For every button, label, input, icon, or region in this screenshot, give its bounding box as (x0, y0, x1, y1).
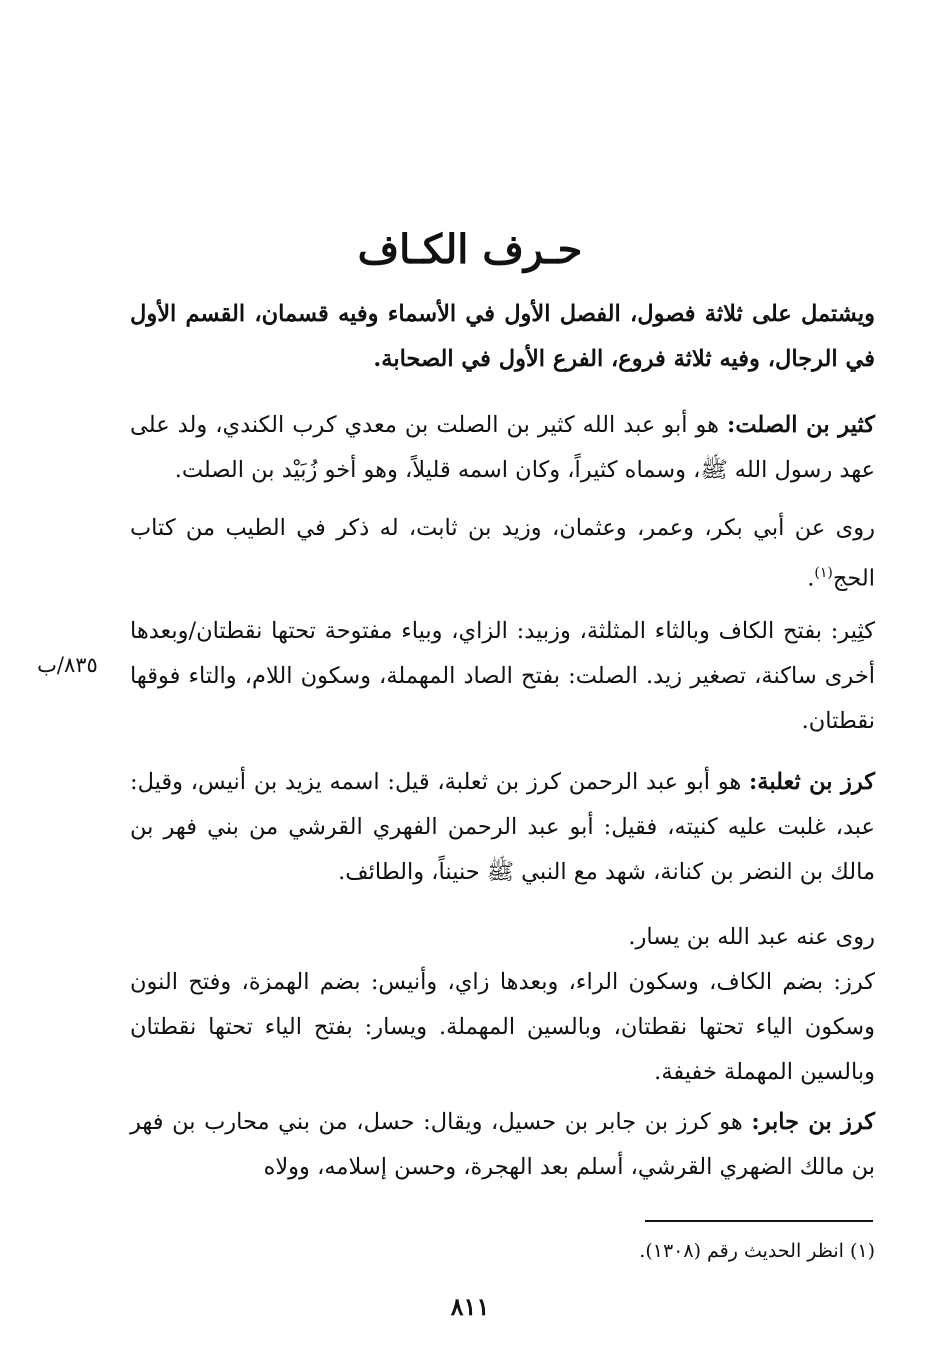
entry-text: هو أبو عبد الرحمن كرز بن ثعلبة، قيل: اسمه يزيد بن أنيس، وقيل: عبد، غلبت عليه كنيته، فقيل: أبو عبد الرحمن الفهري القرشي من بني فهر بن مالك بن النضر بن كنانة، شهد مع النبي ﷺ حنيناً، والطائف. (130, 769, 875, 885)
chapter-title: حـرف الكـاف (357, 226, 583, 273)
entry-term: كرز بن جابر: (751, 1109, 875, 1135)
margin-folio-note: ٨٣٥/ب (37, 653, 98, 677)
footnote-reference[interactable]: (١) (814, 565, 833, 581)
entry-text: روى عنه عبد الله بن يسار. (628, 924, 875, 950)
entry-term: كرز بن ثعلبة: (749, 769, 875, 795)
entry-kurz-ibn-jabir (130, 1100, 875, 1190)
orthography-paragraph-kurz (130, 960, 875, 1095)
entry-text-end: . (807, 565, 815, 592)
entry-text: كثِير: بفتح الكاف وبالثاء المثلثة، وزبيد: الزاي، وبياء مفتوحة تحتها نقطتان/وبعدها أخرى ساكنة، تصغير زيد. الصلت: بفتح الصاد المهملة، وسكون اللام، والتاء فوقها نقطتان. (130, 618, 875, 734)
footnote: (١) انظر الحديث رقم (١٣٠٨). (639, 1240, 875, 1262)
entry-kurz-ibn-thalaba (130, 760, 875, 895)
orthography-paragraph (130, 609, 875, 744)
entry-kathir-ibn-al-salt (130, 403, 875, 493)
entry-term: كثير بن الصلت: (727, 412, 875, 438)
footnote-divider (645, 1220, 873, 1222)
entry-text: هو أبو عبد الله كثير بن الصلت بن معدي كرب الكندي، ولد على عهد رسول الله ﷺ، وسماه كثيراً، وكان اسمه قليلاً، وهو أخو زُبَيْد بن الصلت. (130, 412, 875, 483)
narrator-paragraph (130, 915, 875, 960)
entry-text: كرز: بضم الكاف، وسكون الراء، وبعدها زاي، وأنيس: بضم الهمزة، وفتح النون وسكون الياء تحتها نقطتان، وبالسين المهملة. ويسار: بفتح الياء تحتها نقطتان وبالسين المهملة خفيفة. (130, 969, 875, 1085)
entry-narration-paragraph (130, 506, 875, 602)
intro-paragraph: ويشتمل على ثلاثة فصول، الفصل الأول في الأسماء وفيه قسمان، القسم الأول في الرجال، وفيه ثلاثة فروع، الفرع الأول في الصحابة. (130, 301, 875, 372)
page-number: ٨١١ (450, 1292, 490, 1321)
entry-text: روى عن أبي بكر، وعمر، وعثمان، وزيد بن ثابت، له ذكر في الطيب من كتاب الحج (130, 515, 875, 592)
entry-text: هو كرز بن جابر بن حسيل، ويقال: حسل، من بني محارب بن فهر بن مالك الضهري القرشي، أسلم بعد الهجرة، وحسن إسلامه، وولاه (130, 1109, 875, 1180)
